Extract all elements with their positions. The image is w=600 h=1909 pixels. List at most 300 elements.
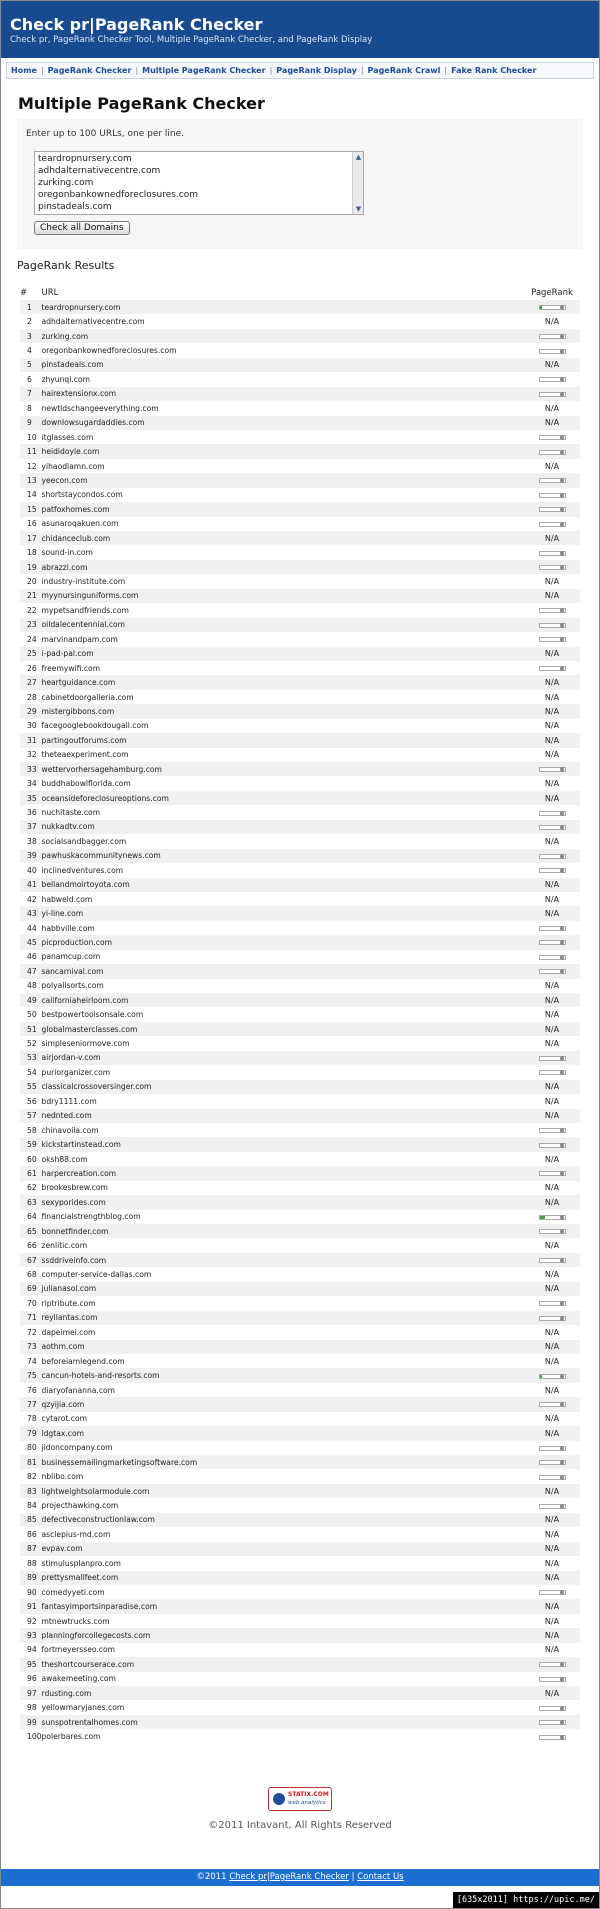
- pagerank-na: N/A: [544, 981, 560, 991]
- row-number: 14: [27, 490, 37, 500]
- row-pagerank: [524, 690, 580, 704]
- pagerank-na: N/A: [544, 1515, 560, 1525]
- table-row: [20, 834, 580, 848]
- row-number: 64: [27, 1212, 37, 1222]
- table-row: [20, 950, 580, 964]
- row-number: 81: [20, 1455, 42, 1469]
- nav-separator: |: [360, 66, 364, 75]
- row-number: 24: [27, 634, 37, 644]
- table-row: [20, 791, 580, 805]
- table-row: [20, 935, 580, 949]
- pagerank-bar-icon: [539, 1374, 566, 1379]
- row-pagerank: [524, 560, 580, 574]
- pagerank-bar-icon: [539, 1460, 566, 1465]
- pagerank-bar-knob: [560, 1128, 564, 1133]
- pagerank-na: N/A: [544, 1010, 560, 1020]
- table-row: [20, 517, 580, 531]
- row-number: 86: [27, 1529, 37, 1539]
- row-number: 17: [20, 531, 42, 545]
- table-row: [20, 1426, 580, 1440]
- row-url: nukkadtv.com: [42, 820, 525, 834]
- row-number: 98: [27, 1703, 37, 1713]
- row-pagerank: [524, 834, 580, 848]
- col-url-header: URL: [41, 288, 59, 298]
- table-row: [20, 1109, 580, 1123]
- table-row: [20, 1657, 580, 1671]
- row-url: julianasol.com: [42, 1282, 525, 1296]
- check-all-domains-button[interactable]: Check all Domains: [34, 221, 130, 235]
- pagerank-na: N/A: [544, 1154, 560, 1164]
- pagerank-bar-knob: [560, 666, 564, 671]
- row-number: 99: [20, 1715, 42, 1729]
- row-number: 35: [20, 791, 42, 805]
- pagerank-bar-icon: [539, 1402, 566, 1407]
- row-pagerank: [524, 1469, 580, 1483]
- row-number: 66: [27, 1241, 37, 1251]
- row-pagerank: [524, 1585, 580, 1599]
- pagerank-na: N/A: [544, 1602, 560, 1612]
- row-url: qzyijia.com: [42, 1397, 525, 1411]
- row-number: 19: [20, 560, 42, 574]
- pagerank-na: N/A: [544, 461, 560, 471]
- row-number: 72: [27, 1327, 37, 1337]
- row-pagerank: [524, 1571, 580, 1585]
- row-url: itglasses.com: [41, 432, 94, 442]
- pagerank-bar-icon: [539, 1229, 566, 1234]
- pagerank-bar-fill: [540, 1216, 545, 1219]
- row-number: 71: [20, 1311, 42, 1325]
- textarea-line: teardropnursery.com: [38, 154, 132, 164]
- row-number: 4: [27, 346, 32, 356]
- row-number: 25: [20, 647, 42, 661]
- row-number: 15: [20, 502, 42, 516]
- table-row: [20, 1195, 580, 1209]
- row-number: 33: [20, 762, 42, 776]
- row-pagerank: [524, 459, 580, 473]
- row-pagerank: [524, 1513, 580, 1527]
- table-row: [20, 1527, 580, 1541]
- footer-link-contact[interactable]: Contact Us: [357, 1872, 404, 1882]
- row-url: adhdalternativecentre.com: [41, 317, 145, 327]
- row-pagerank: [524, 1311, 580, 1325]
- pagerank-bar-knob: [560, 493, 564, 498]
- table-row: [20, 545, 580, 559]
- table-row: [20, 1628, 580, 1642]
- pagerank-bar-icon: [539, 1056, 566, 1061]
- row-number: 31: [20, 733, 42, 747]
- row-pagerank: [524, 1686, 580, 1700]
- row-url: financialstrengthblog.com: [41, 1212, 141, 1222]
- row-url: yeecon.com: [42, 473, 525, 487]
- page-title: Multiple PageRank Checker: [18, 94, 265, 113]
- pagerank-bar-icon: [539, 551, 566, 556]
- table-row: [20, 805, 580, 819]
- row-url: oildalecentennial.com: [42, 618, 525, 632]
- pagerank-na: N/A: [544, 779, 560, 789]
- table-row: [20, 1296, 580, 1310]
- row-number: 26: [27, 663, 37, 673]
- pagerank-na: N/A: [544, 1688, 560, 1698]
- row-pagerank: [524, 1036, 580, 1050]
- table-row: [20, 748, 580, 762]
- textarea-line: adhdalternativecentre.com: [38, 166, 161, 176]
- pagerank-na: N/A: [544, 1630, 560, 1640]
- row-number: 44: [27, 923, 37, 933]
- row-pagerank: [524, 776, 580, 790]
- row-pagerank: [524, 1542, 580, 1556]
- row-url: marvinandpam.com: [41, 634, 118, 644]
- row-number: 1: [20, 300, 42, 314]
- row-number: 57: [20, 1109, 42, 1123]
- row-number: 30: [27, 721, 37, 731]
- row-url: zhyunqi.com: [41, 374, 90, 384]
- table-row: [20, 647, 580, 661]
- table-row: [20, 762, 580, 776]
- pagerank-bar-knob: [560, 767, 564, 772]
- pagerank-bar-knob: [560, 377, 564, 382]
- row-number: 3: [20, 329, 42, 343]
- pagerank-bar-knob: [560, 1301, 564, 1306]
- row-url: computer-service-dallas.com: [41, 1270, 152, 1280]
- row-url: socialsandbagger.com: [41, 836, 127, 846]
- row-pagerank: [524, 1195, 580, 1209]
- row-url: polerbares.com: [41, 1732, 101, 1742]
- table-row: [20, 1455, 580, 1469]
- row-pagerank: [524, 517, 580, 531]
- scroll-down-arrow-icon[interactable]: ▼: [355, 205, 362, 213]
- nav-multiple-pagerank-checker[interactable]: Multiple PageRank Checker: [142, 66, 266, 75]
- copyright: ©2011 Intavant, All Rights Reserved: [208, 1820, 392, 1831]
- pagerank-bar-knob: [560, 1143, 564, 1148]
- row-url: patfoxhomes.com: [42, 502, 525, 516]
- pagerank-bar-icon: [539, 507, 566, 512]
- row-pagerank: [524, 1253, 580, 1267]
- row-pagerank: [524, 1657, 580, 1671]
- table-row: [20, 358, 580, 372]
- pagerank-bar-knob: [560, 1504, 564, 1509]
- pagerank-bar-icon: [539, 811, 566, 816]
- pagerank-bar-knob: [560, 926, 564, 931]
- nav-fake-rank-checker[interactable]: Fake Rank Checker: [451, 66, 537, 75]
- table-row: [20, 632, 580, 646]
- row-url: businessemailingmarketingsoftware.com: [42, 1455, 525, 1469]
- pagerank-na: N/A: [544, 360, 560, 370]
- row-pagerank: [524, 1267, 580, 1281]
- pagerank-bar-knob: [560, 507, 564, 512]
- pagerank-bar-knob: [560, 955, 564, 960]
- table-row: [20, 459, 580, 473]
- table-row: [20, 502, 580, 516]
- row-url: evpav.com: [42, 1542, 525, 1556]
- row-number: 73: [20, 1340, 42, 1354]
- row-pagerank: [524, 1123, 580, 1137]
- row-pagerank: [524, 300, 580, 314]
- table-row: [20, 1700, 580, 1714]
- pagerank-bar-icon: [539, 334, 566, 339]
- row-pagerank: [524, 358, 580, 372]
- row-number: 2: [27, 317, 32, 327]
- row-number: 80: [27, 1443, 37, 1453]
- row-url: cytarot.com: [41, 1414, 88, 1424]
- pagerank-bar-icon: [539, 1677, 566, 1682]
- nav-separator: |: [444, 66, 448, 75]
- row-number: 96: [27, 1674, 37, 1684]
- table-row: [20, 1224, 580, 1238]
- row-pagerank: [524, 1354, 580, 1368]
- row-pagerank: [524, 372, 580, 386]
- pagerank-bar-knob: [560, 854, 564, 859]
- pagerank-na: N/A: [544, 750, 560, 760]
- table-row: [20, 1007, 580, 1021]
- table-row: [20, 1137, 580, 1151]
- row-pagerank: [524, 574, 580, 588]
- row-pagerank: [524, 1498, 580, 1512]
- pagerank-na: N/A: [544, 418, 560, 428]
- pagerank-na: N/A: [544, 1270, 560, 1280]
- row-url: lightweightsolarmodule.com: [42, 1484, 525, 1498]
- pagerank-na: N/A: [544, 577, 560, 587]
- row-number: 51: [20, 1022, 42, 1036]
- nav-pagerank-crawl[interactable]: PageRank Crawl: [367, 66, 441, 75]
- table-row: [20, 387, 580, 401]
- table-row: [20, 1253, 580, 1267]
- row-number: 28: [27, 692, 37, 702]
- row-pagerank: [524, 1484, 580, 1498]
- pagerank-na: N/A: [544, 1342, 560, 1352]
- table-row: [20, 906, 580, 920]
- row-url: zurking.com: [42, 329, 525, 343]
- row-url: globalmasterclasses.com: [42, 1022, 525, 1036]
- row-pagerank: [524, 1325, 580, 1339]
- table-row: [20, 1643, 580, 1657]
- row-number: 92: [27, 1616, 37, 1626]
- row-number: 78: [27, 1414, 37, 1424]
- pagerank-bar-knob: [560, 1171, 564, 1176]
- row-pagerank: [524, 343, 580, 357]
- row-url: asclepius-md.com: [41, 1529, 111, 1539]
- pagerank-bar-icon: [539, 1070, 566, 1075]
- table-row: [20, 849, 580, 863]
- pagerank-bar-icon: [539, 637, 566, 642]
- table-row: [20, 1311, 580, 1325]
- row-pagerank: [524, 618, 580, 632]
- row-number: 23: [20, 618, 42, 632]
- table-row: [20, 1051, 580, 1065]
- row-number: 46: [27, 952, 37, 962]
- pagerank-bar-icon: [539, 1171, 566, 1176]
- row-pagerank: [524, 1441, 580, 1455]
- pagerank-na: N/A: [544, 1284, 560, 1294]
- site-title[interactable]: Check pr|PageRank Checker: [10, 15, 263, 34]
- row-url: sancarnival.com: [42, 964, 525, 978]
- table-row: [20, 733, 580, 747]
- row-url: bellandmoirtoyota.com: [42, 878, 525, 892]
- pagerank-na: N/A: [544, 678, 560, 688]
- row-url: harpercreation.com: [42, 1166, 525, 1180]
- pagerank-bar-knob: [560, 1374, 564, 1379]
- row-number: 55: [20, 1080, 42, 1094]
- table-row: [20, 1484, 580, 1498]
- pagerank-bar-icon: [539, 392, 566, 397]
- footer-link-home[interactable]: Check pr|PageRank Checker: [229, 1872, 349, 1882]
- table-row: [20, 416, 580, 430]
- pagerank-na: N/A: [544, 1111, 560, 1121]
- row-number: 84: [27, 1501, 37, 1511]
- row-pagerank: [524, 1628, 580, 1642]
- row-number: 59: [20, 1137, 42, 1151]
- pagerank-na: N/A: [544, 591, 560, 601]
- pagerank-na: N/A: [544, 533, 560, 543]
- row-number: 74: [27, 1356, 37, 1366]
- row-pagerank: [524, 805, 580, 819]
- table-row: [20, 690, 580, 704]
- row-pagerank: [524, 993, 580, 1007]
- pagerank-bar-icon: [539, 349, 566, 354]
- pagerank-na: N/A: [544, 793, 560, 803]
- row-url: bonnetfinder.com: [42, 1224, 525, 1238]
- nav-pagerank-display[interactable]: PageRank Display: [276, 66, 357, 75]
- pagerank-bar-knob: [560, 435, 564, 440]
- row-pagerank: [524, 531, 580, 545]
- row-url: dapeimei.com: [41, 1327, 96, 1337]
- row-url: partingoutforums.com: [42, 733, 525, 747]
- row-number: 6: [27, 374, 32, 384]
- row-number: 43: [20, 906, 42, 920]
- table-row: [20, 661, 580, 675]
- row-pagerank: [524, 444, 580, 458]
- row-number: 76: [27, 1385, 37, 1395]
- statix-logo[interactable]: [268, 1787, 332, 1811]
- row-pagerank: [524, 647, 580, 661]
- row-pagerank: [524, 1065, 580, 1079]
- table-row: [20, 1368, 580, 1382]
- table-row: [20, 1036, 580, 1050]
- row-pagerank: [524, 892, 580, 906]
- pagerank-bar-knob: [560, 825, 564, 830]
- table-row: [20, 300, 580, 314]
- table-row: [20, 1614, 580, 1628]
- nav-pagerank-checker[interactable]: PageRank Checker: [47, 66, 132, 75]
- pagerank-na: N/A: [544, 1241, 560, 1251]
- row-url: yi-line.com: [42, 906, 525, 920]
- row-number: 82: [27, 1472, 37, 1482]
- pagerank-na: N/A: [544, 1327, 560, 1337]
- row-url: habbville.com: [41, 923, 95, 933]
- pagerank-bar-icon: [539, 666, 566, 671]
- pagerank-bar-icon: [539, 1301, 566, 1306]
- pagerank-bar-icon: [539, 1590, 566, 1595]
- row-url: facegooglebookdougall.com: [41, 721, 149, 731]
- pagerank-bar-knob: [560, 1735, 564, 1740]
- pagerank-na: N/A: [544, 1356, 560, 1366]
- pagerank-bar-icon: [539, 854, 566, 859]
- row-number: 67: [20, 1253, 42, 1267]
- table-row: [20, 921, 580, 935]
- pagerank-bar-knob: [560, 1662, 564, 1667]
- row-pagerank: [524, 935, 580, 949]
- table-row: [20, 488, 580, 502]
- row-number: 22: [27, 605, 37, 615]
- row-url: projecthawking.com: [41, 1501, 119, 1511]
- row-pagerank: [524, 488, 580, 502]
- logo-line2: web analytics: [288, 1800, 326, 1806]
- row-number: 61: [20, 1166, 42, 1180]
- row-url: beforeiamlegend.com: [41, 1356, 125, 1366]
- pagerank-na: N/A: [544, 721, 560, 731]
- row-number: 49: [20, 993, 42, 1007]
- row-number: 58: [27, 1125, 37, 1135]
- table-row: [20, 1672, 580, 1686]
- row-url: nuchitaste.com: [41, 808, 101, 818]
- pagerank-bar-icon: [539, 522, 566, 527]
- row-url: oregonbankownedforeclosures.com: [41, 346, 177, 356]
- table-row: [20, 473, 580, 487]
- row-number: 97: [20, 1686, 42, 1700]
- row-url: yellowmaryjanes.com: [41, 1703, 125, 1713]
- pagerank-bar-icon: [539, 1720, 566, 1725]
- row-number: 87: [20, 1542, 42, 1556]
- row-url: fantasyimportsinparadise.com: [42, 1599, 525, 1613]
- table-row: [20, 1181, 580, 1195]
- row-pagerank: [524, 1672, 580, 1686]
- row-url: reyllantas.com: [42, 1311, 525, 1325]
- table-row: [20, 1469, 580, 1483]
- pagerank-na: N/A: [544, 1558, 560, 1568]
- pagerank-na: N/A: [544, 1428, 560, 1438]
- textarea-scrollbar[interactable]: [352, 152, 363, 214]
- row-number: 20: [27, 577, 37, 587]
- table-row: [20, 1340, 580, 1354]
- row-pagerank: [524, 1109, 580, 1123]
- table-row: [20, 372, 580, 386]
- top-nav: [6, 62, 594, 79]
- row-url: sexyporides.com: [42, 1195, 525, 1209]
- row-pagerank: [524, 329, 580, 343]
- row-pagerank: [524, 1729, 580, 1743]
- pagerank-na: N/A: [544, 836, 560, 846]
- pagerank-bar-icon: [539, 1215, 566, 1220]
- urls-textarea[interactable]: [34, 151, 364, 215]
- pagerank-bar-icon: [539, 1446, 566, 1451]
- pagerank-bar-icon: [539, 1662, 566, 1667]
- row-pagerank: [524, 719, 580, 733]
- col-number-header: #: [20, 288, 28, 298]
- nav-home[interactable]: Home: [11, 66, 37, 75]
- row-pagerank: [524, 632, 580, 646]
- results-header-row: [20, 286, 580, 300]
- row-number: 41: [20, 878, 42, 892]
- row-url: myynursinguniforms.com: [42, 589, 525, 603]
- row-pagerank: [524, 1296, 580, 1310]
- row-pagerank: [524, 1238, 580, 1252]
- row-url: ldgtax.com: [42, 1426, 525, 1440]
- row-pagerank: [524, 849, 580, 863]
- row-pagerank: [524, 1094, 580, 1108]
- row-url: riptribute.com: [41, 1298, 96, 1308]
- scroll-up-arrow-icon[interactable]: ▲: [355, 153, 362, 161]
- input-hint: Enter up to 100 URLs, one per line.: [26, 129, 185, 139]
- pagerank-bar-knob: [560, 305, 564, 310]
- table-row: [20, 1397, 580, 1411]
- table-row: [20, 1065, 580, 1079]
- pagerank-bar-knob: [560, 1258, 564, 1263]
- pagerank-bar-icon: [539, 1706, 566, 1711]
- row-pagerank: [524, 1599, 580, 1613]
- row-url: fortmeyersseo.com: [41, 1645, 116, 1655]
- pagerank-na: N/A: [544, 1486, 560, 1496]
- pagerank-bar-icon: [539, 940, 566, 945]
- pagerank-bar-icon: [539, 926, 566, 931]
